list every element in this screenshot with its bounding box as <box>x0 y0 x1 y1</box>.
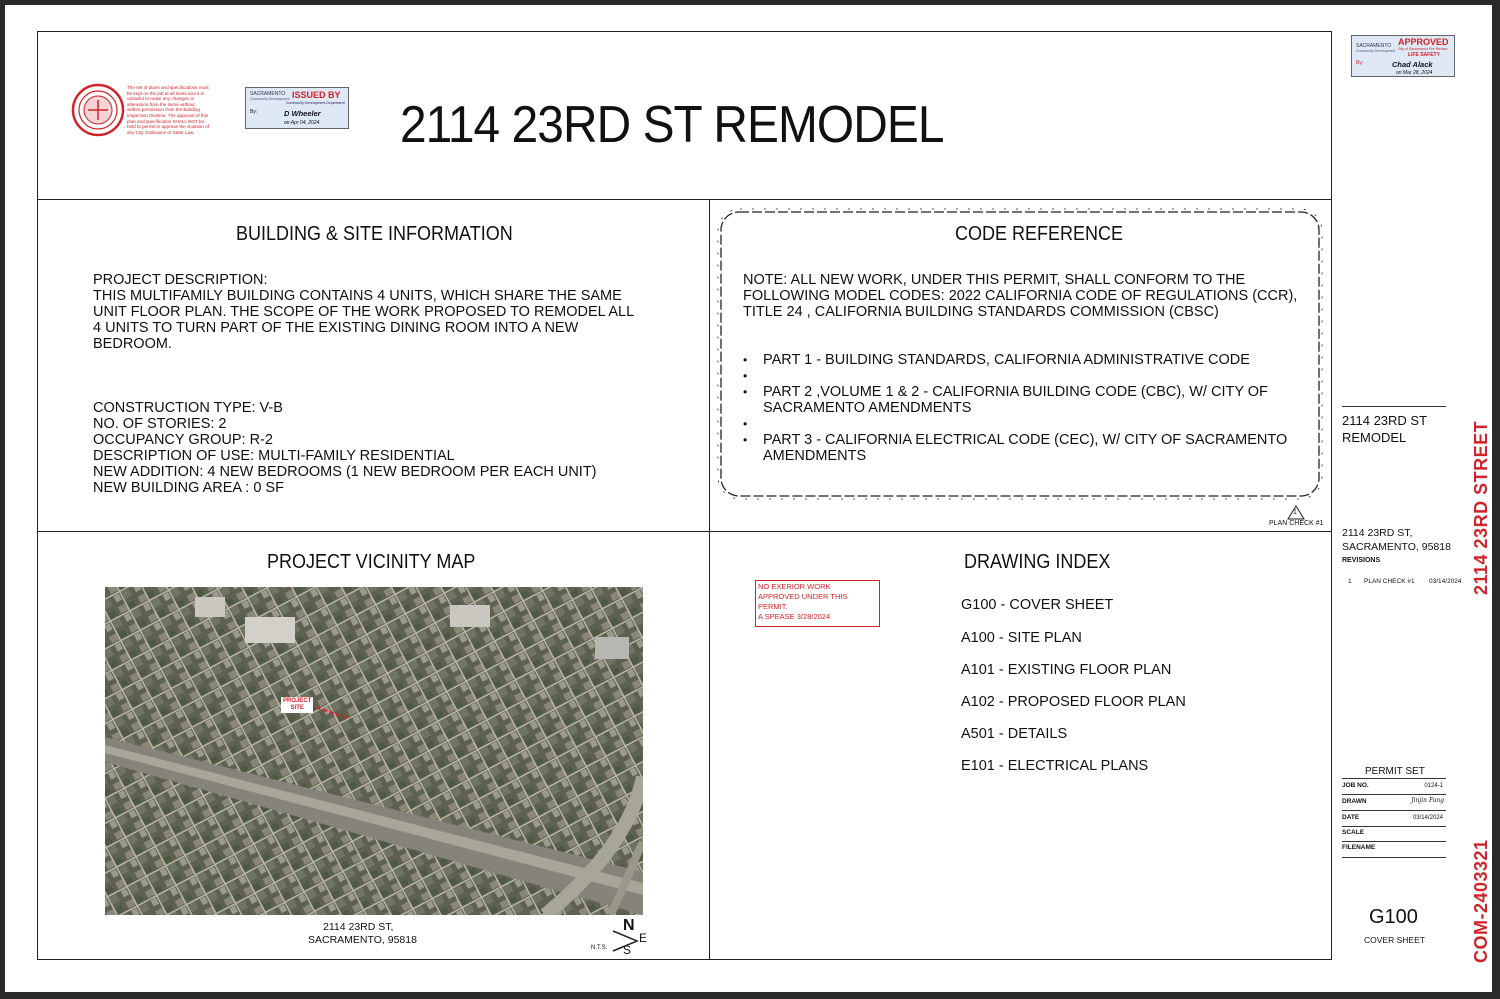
issued-dept: Community Development <box>250 97 290 101</box>
drawing-sheet <box>5 5 1492 992</box>
index-item-a101: A101 - EXISTING FLOOR PLAN <box>961 662 1172 678</box>
tb-revision-desc: PLAN CHECK #1 <box>1364 578 1415 585</box>
tb-project-1: 2114 23RD ST <box>1342 413 1428 428</box>
building-site-heading: BUILDING & SITE INFORMATION <box>236 223 513 245</box>
tb-rule <box>1342 778 1446 779</box>
tb-address-1: 2114 23RD ST, <box>1342 527 1413 539</box>
approved-heading: APPROVED <box>1398 37 1449 47</box>
revision-tag-label: PLAN CHECK #1 <box>1269 520 1324 527</box>
approved-by: Chad Alack <box>1392 60 1433 69</box>
drawing-index-heading: DRAWING INDEX <box>964 551 1111 573</box>
tb-address-2: SACRAMENTO, 95818 <box>1342 541 1451 553</box>
approved-sub2: LIFE SAFETY <box>1408 52 1440 58</box>
detail-occupancy: OCCUPANCY GROUP: R-2 <box>93 432 273 448</box>
project-description: PROJECT DESCRIPTION: THIS MULTIFAMILY BUILDING CONTAINS 4 UNITS, WHICH SHARE THE SAME UNIT FLOOR PLAN. THE SCOPE OF THE WORK PROPOSED TO REMODEL ALL 4 UNITS TO TURN PART OF THE EXISTING DINING ROOM INTO A NEW BEDROOM. <box>93 272 635 352</box>
nts-label: N.T.S. <box>591 945 608 951</box>
index-item-e101: E101 - ELECTRICAL PLANS <box>961 758 1149 774</box>
issued-date: on Apr 04, 2024 <box>284 120 320 126</box>
code-item: • PART 1 - BUILDING STANDARDS, CALIFORNIA ADMINISTRATIVE CODE <box>743 352 1303 368</box>
tb-rule <box>1342 810 1446 811</box>
tb-top-rule <box>1342 406 1446 407</box>
index-item-a100: A100 - SITE PLAN <box>961 630 1082 646</box>
issued-by-stamp <box>245 87 349 129</box>
approved-dept: Community Development <box>1356 49 1396 53</box>
issued-org: SACRAMENTO <box>250 91 286 97</box>
south-letter: S <box>623 943 632 957</box>
tb-rule <box>1342 826 1446 827</box>
north-arrow-icon <box>609 917 651 959</box>
aerial-map <box>105 587 643 915</box>
approved-by-label: By: <box>1356 60 1364 66</box>
permit-number-vertical: COM-2403321 <box>1471 839 1491 963</box>
tb-rule <box>1342 794 1446 795</box>
north-letter: N <box>623 917 635 934</box>
no-exterior-work-stamp: NO EXERIOR WORK APPROVED UNDER THIS PERMIT. A SPEASE 3/28/2024 <box>755 580 880 627</box>
approved-date: on Mar 28, 2024 <box>1396 70 1433 76</box>
tb-project-2: REMODEL <box>1342 430 1407 445</box>
code-item: • PART 2 ,VOLUME 1 & 2 - CALIFORNIA BUILDING CODE (CBC), W/ CITY OF SACRAMENTO AMENDMENTS <box>743 384 1303 416</box>
tb-row-value: 03/14/2024 <box>1412 815 1443 821</box>
tb-revision-no: 1 <box>1348 578 1352 585</box>
approved-org: SACRAMENTO <box>1356 43 1392 49</box>
site-label-2: SITE <box>290 705 304 711</box>
tb-row-label: DRAWN <box>1342 798 1367 805</box>
detail-use: DESCRIPTION OF USE: MULTI-FAMILY RESIDENTIAL <box>93 448 455 464</box>
tb-revisions-label: REVISIONS <box>1342 557 1381 564</box>
tb-row-value: Jinjin Fang <box>1411 797 1444 804</box>
issued-sub: Community Development Department <box>286 101 345 105</box>
code-item: • PART 3 - CALIFORNIA ELECTRICAL CODE (CEC), W/ CITY OF SACRAMENTO AMENDMENTS <box>743 432 1303 464</box>
issued-by-label: By: <box>250 109 258 115</box>
east-letter: E <box>639 931 648 945</box>
tb-rule <box>1342 857 1446 858</box>
approved-sub: City of Sacramento Fire Review <box>1398 47 1448 51</box>
code-item <box>743 368 1303 384</box>
code-item <box>743 416 1303 432</box>
tb-row-label: JOB NO. <box>1342 782 1369 789</box>
tb-permit-set: PERMIT SET <box>1365 766 1425 777</box>
detail-stories: NO. OF STORIES: 2 <box>93 416 227 432</box>
issued-heading: ISSUED BY <box>292 90 341 100</box>
detail-new-addition: NEW ADDITION: 4 NEW BEDROOMS (1 NEW BEDROOM PER EACH UNIT) <box>93 464 597 480</box>
site-label-1: PROJECT <box>283 698 312 704</box>
city-seal-icon <box>71 83 125 137</box>
tb-row-label: SCALE <box>1342 829 1365 836</box>
project-site-label <box>281 697 313 713</box>
vicinity-heading: PROJECT VICINITY MAP <box>267 551 476 573</box>
building-details <box>93 400 597 496</box>
tb-revision-date: 03/14/2024 <box>1429 578 1462 585</box>
code-reference-note: NOTE: ALL NEW WORK, UNDER THIS PERMIT, SHALL CONFORM TO THE FOLLOWING MODEL CODES: 2022 CALIFORNIA CODE OF REGULATIONS (CCR), TITLE 24 , CALIFORNIA BUILDING STANDARDS COMMISSION (CBSC) <box>743 272 1298 320</box>
tb-row-value: 0124-1 <box>1424 783 1443 789</box>
tb-row-label: FILENAME <box>1342 844 1376 851</box>
index-item-g100: G100 - COVER SHEET <box>961 597 1114 613</box>
tb-row-label: DATE <box>1342 814 1360 821</box>
page-title: 2114 23RD ST REMODEL <box>400 96 944 154</box>
approved-stamp <box>1351 35 1455 77</box>
tb-sheet-name: COVER SHEET <box>1364 935 1425 945</box>
code-reference-heading: CODE REFERENCE <box>955 223 1124 245</box>
vicinity-address-2: SACRAMENTO, 95818 <box>308 934 417 946</box>
street-vertical-label: 2114 23RD STREET <box>1471 420 1491 595</box>
seal-text: The set of plans and specifications must be kept on the job at all times and it is unlawful to make any changes or alterations from the same without written permission from the Building Inspection Division. The approval of this plan and specification SHALL NOT be held to permit or approve the violation of any City Ordinance or State Law. <box>127 85 209 135</box>
tb-rule <box>1342 841 1446 842</box>
index-item-a501: A501 - DETAILS <box>961 726 1068 742</box>
vicinity-address-1: 2114 23RD ST, <box>323 921 394 933</box>
index-item-a102: A102 - PROPOSED FLOOR PLAN <box>961 694 1186 710</box>
code-reference-list <box>743 352 1303 464</box>
issued-by: D Wheeler <box>284 109 321 118</box>
detail-construction-type: CONSTRUCTION TYPE: V-B <box>93 400 283 416</box>
detail-area: NEW BUILDING AREA : 0 SF <box>93 480 284 496</box>
tb-sheet-number: G100 <box>1369 906 1418 928</box>
revision-tag: 1 <box>1293 509 1297 516</box>
